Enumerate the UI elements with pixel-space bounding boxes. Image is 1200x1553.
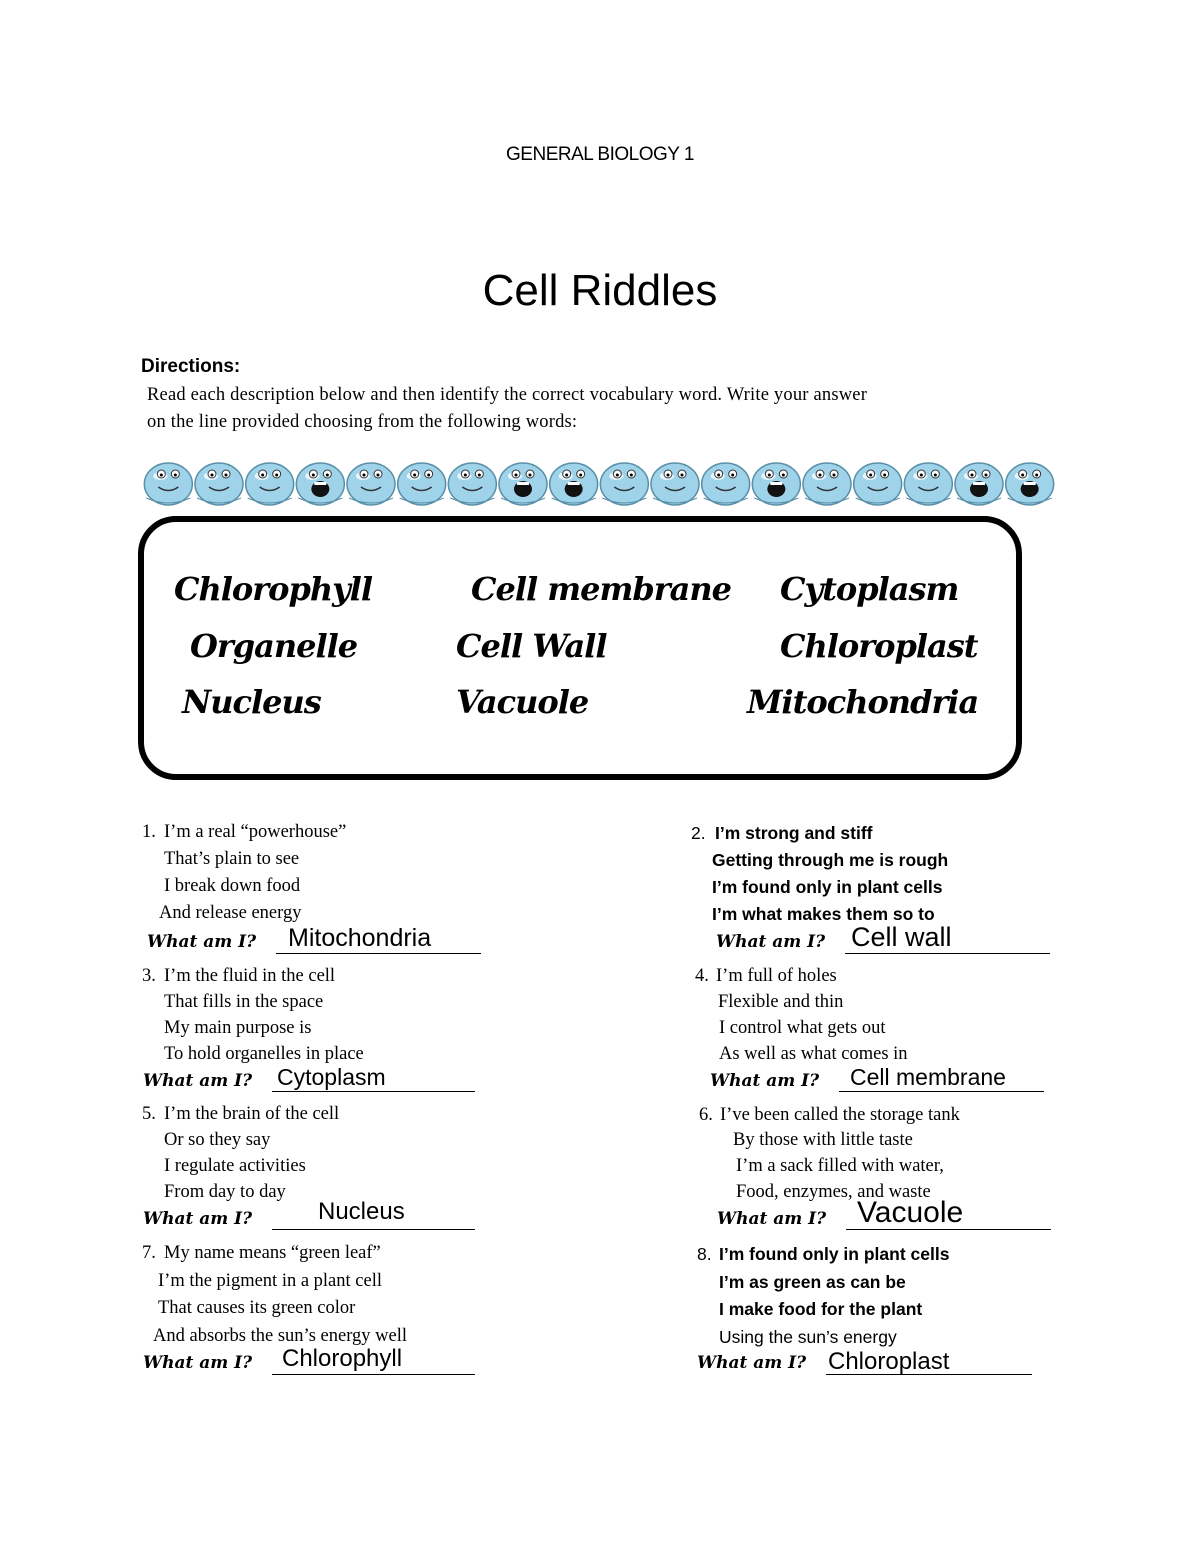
riddle-number: 2. bbox=[691, 823, 706, 843]
what-am-i-prompt: What am I? bbox=[143, 1353, 253, 1373]
riddle-line: I’ve been called the storage tank bbox=[720, 1105, 960, 1125]
directions-text-line-2: on the line provided choosing from the following words: bbox=[147, 412, 578, 432]
directions-text-line-1: Read each description below and then identify the correct vocabulary word. Write your answer bbox=[147, 385, 868, 405]
word-bank-item: Nucleus bbox=[182, 683, 321, 721]
riddle-line: Flexible and thin bbox=[718, 992, 844, 1012]
riddle-line: I’m the fluid in the cell bbox=[164, 966, 336, 986]
word-bank-item: Cell membrane bbox=[471, 570, 731, 608]
riddle-line: I’m found only in plant cells bbox=[712, 877, 943, 897]
riddle-line: That’s plain to see bbox=[164, 849, 300, 869]
answer-line bbox=[839, 1091, 1044, 1092]
riddle-line: I control what gets out bbox=[719, 1018, 886, 1038]
what-am-i-prompt: What am I? bbox=[717, 1209, 827, 1229]
word-bank-box bbox=[138, 516, 1022, 780]
riddle-line: I regulate activities bbox=[164, 1156, 306, 1176]
riddle-line: I’m a real “powerhouse” bbox=[164, 822, 347, 842]
word-bank-item: Chlorophyll bbox=[174, 570, 372, 608]
cartoon-cell-icon bbox=[854, 463, 902, 505]
riddle-line: Getting through me is rough bbox=[712, 850, 949, 870]
riddle-line: That causes its green color bbox=[158, 1298, 356, 1318]
answer-line bbox=[272, 1091, 475, 1092]
riddle-number: 6. bbox=[699, 1105, 713, 1125]
cartoon-cell-icon bbox=[803, 463, 851, 505]
cartoon-cell-border bbox=[143, 456, 1055, 508]
riddle-line: Using the sun’s energy bbox=[719, 1327, 897, 1347]
riddle-number: 1. bbox=[142, 822, 156, 842]
riddle-line: I’m found only in plant cells bbox=[719, 1244, 950, 1264]
word-bank-item: Chloroplast bbox=[780, 627, 978, 665]
riddle-line: I’m as green as can be bbox=[719, 1272, 906, 1292]
answer: Chlorophyll bbox=[282, 1345, 403, 1372]
cartoon-cell-icon bbox=[1006, 463, 1054, 505]
cartoon-cell-icon bbox=[752, 463, 800, 505]
cartoon-cell-icon bbox=[651, 463, 699, 505]
riddle-line: That fills in the space bbox=[164, 992, 324, 1012]
word-bank-item: Organelle bbox=[190, 627, 358, 665]
answer: Mitochondria bbox=[288, 924, 432, 952]
riddle-line: I’m the brain of the cell bbox=[164, 1104, 340, 1124]
riddle-line: I’m strong and stiff bbox=[715, 823, 873, 843]
riddle-line: I’m a sack filled with water, bbox=[736, 1156, 944, 1176]
riddle-number: 4. bbox=[695, 966, 709, 986]
cartoon-cell-icon bbox=[702, 463, 750, 505]
answer: Cytoplasm bbox=[277, 1064, 386, 1090]
riddle-line: And absorbs the sun’s energy well bbox=[153, 1326, 407, 1346]
riddle-line: I’m what makes them so to bbox=[712, 904, 935, 924]
what-am-i-prompt: What am I? bbox=[143, 1071, 253, 1091]
cartoon-cell-icon bbox=[347, 463, 395, 505]
cartoon-cell-icon bbox=[195, 463, 243, 505]
course-header: GENERAL BIOLOGY 1 bbox=[506, 144, 694, 165]
cartoon-cell-icon bbox=[144, 463, 192, 505]
cartoon-cell-icon bbox=[600, 463, 648, 505]
cartoon-cell-icon bbox=[955, 463, 1003, 505]
riddle-line: I make food for the plant bbox=[719, 1299, 923, 1319]
word-bank-item: Vacuole bbox=[456, 683, 589, 721]
answer: Cell membrane bbox=[850, 1064, 1006, 1090]
cartoon-cell-icon bbox=[246, 463, 294, 505]
answer-line bbox=[845, 953, 1050, 954]
riddle-line: And release energy bbox=[159, 903, 302, 923]
answer: Nucleus bbox=[318, 1198, 405, 1225]
page-title: Cell Riddles bbox=[482, 266, 718, 315]
riddle-line: I’m full of holes bbox=[716, 966, 837, 986]
riddle-line: Or so they say bbox=[164, 1130, 271, 1150]
riddle-line: Food, enzymes, and waste bbox=[736, 1182, 931, 1202]
riddle-line: By those with little taste bbox=[733, 1130, 913, 1150]
riddle-line: My main purpose is bbox=[164, 1018, 312, 1038]
riddle-line: I’m the pigment in a plant cell bbox=[158, 1271, 382, 1291]
cartoon-cell-icon bbox=[550, 463, 598, 505]
riddle-number: 8. bbox=[697, 1244, 712, 1264]
cartoon-cell-icon bbox=[296, 463, 344, 505]
answer: Chloroplast bbox=[828, 1348, 950, 1375]
directions-label: Directions: bbox=[141, 356, 241, 377]
answer: Vacuole bbox=[857, 1196, 964, 1229]
cartoon-cell-icon bbox=[904, 463, 952, 505]
what-am-i-prompt: What am I? bbox=[710, 1071, 820, 1091]
riddle-line: To hold organelles in place bbox=[164, 1044, 364, 1064]
answer-line bbox=[272, 1229, 475, 1230]
answer-line bbox=[276, 953, 481, 954]
word-bank-item: Cell Wall bbox=[456, 627, 607, 665]
what-am-i-prompt: What am I? bbox=[716, 932, 826, 952]
what-am-i-prompt: What am I? bbox=[143, 1209, 253, 1229]
answer-line bbox=[272, 1374, 475, 1375]
word-bank-item: Mitochondria bbox=[747, 683, 979, 721]
riddle-line: My name means “green leaf” bbox=[164, 1243, 381, 1263]
cartoon-cell-icon bbox=[448, 463, 496, 505]
cartoon-cell-icon bbox=[499, 463, 547, 505]
what-am-i-prompt: What am I? bbox=[697, 1353, 807, 1373]
riddle-line: As well as what comes in bbox=[719, 1044, 908, 1064]
riddle-number: 5. bbox=[142, 1104, 156, 1124]
word-bank-item: Cytoplasm bbox=[780, 570, 959, 608]
riddle-line: From day to day bbox=[164, 1182, 286, 1202]
what-am-i-prompt: What am I? bbox=[147, 932, 257, 952]
cartoon-cell-icon bbox=[398, 463, 446, 505]
answer: Cell wall bbox=[851, 922, 952, 952]
riddle-number: 7. bbox=[142, 1243, 156, 1263]
riddle-number: 3. bbox=[142, 966, 156, 986]
riddle-line: I break down food bbox=[164, 876, 301, 896]
